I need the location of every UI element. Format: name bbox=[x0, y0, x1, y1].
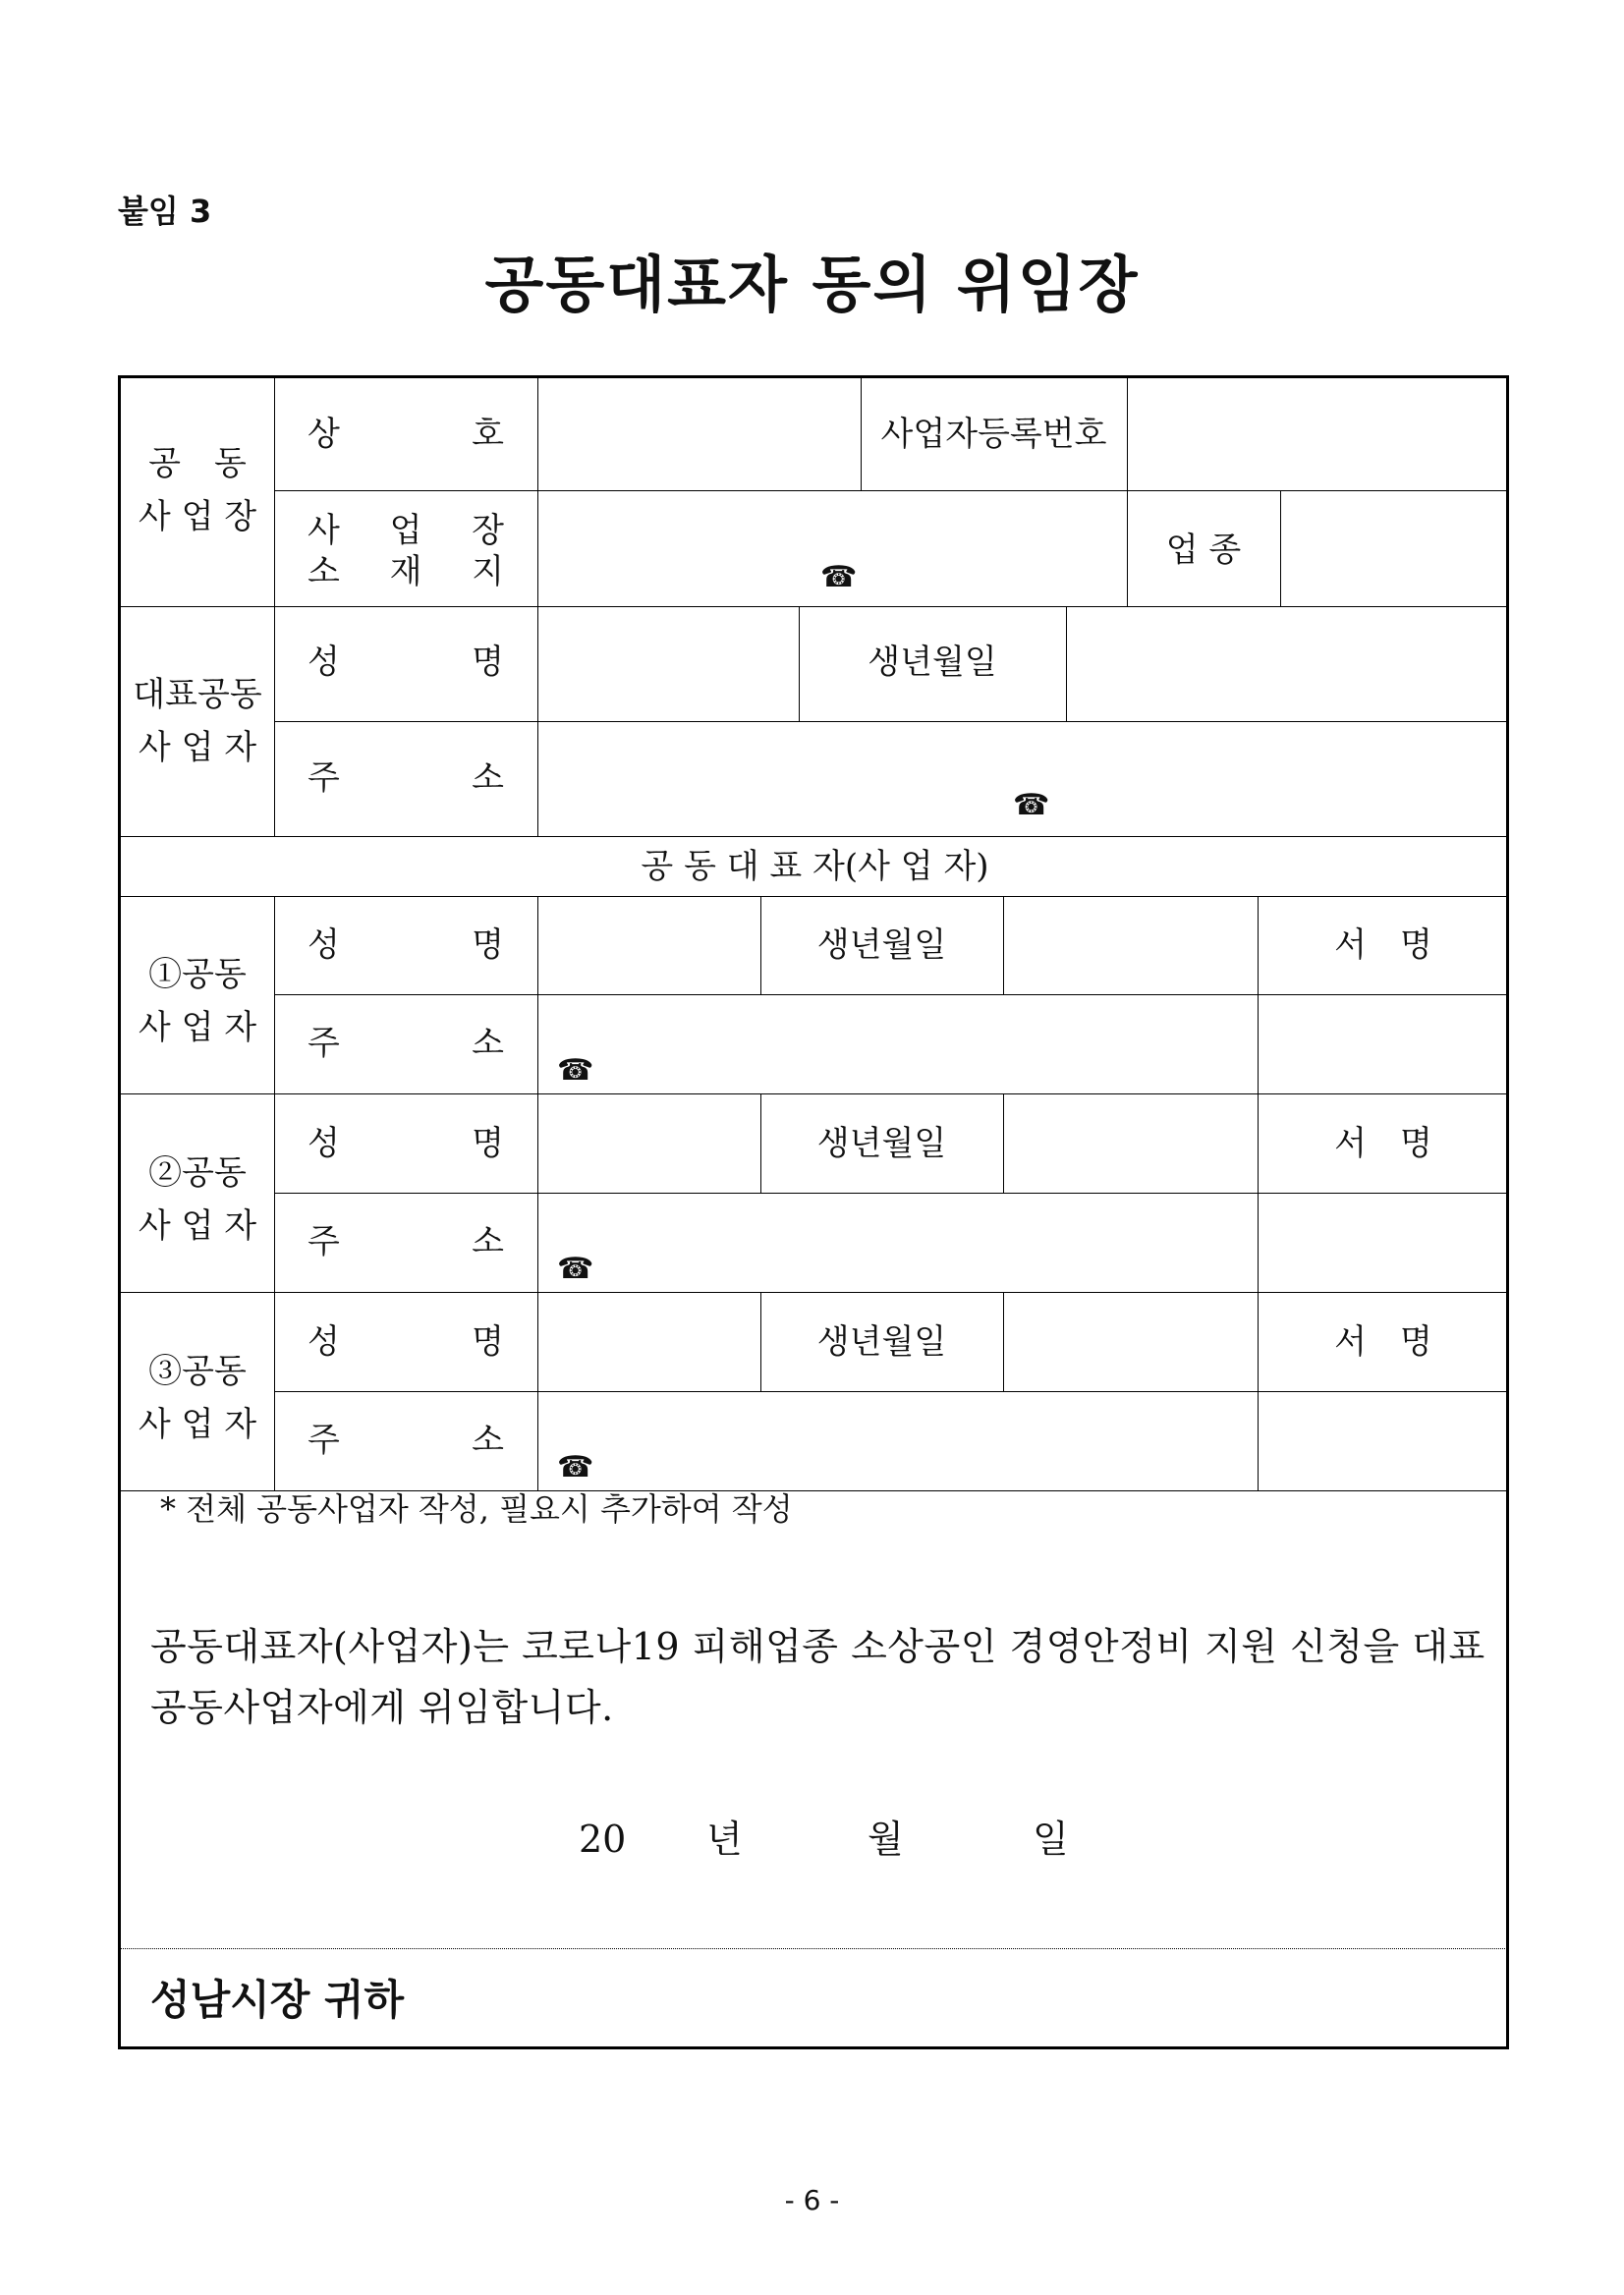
input-industry[interactable] bbox=[1282, 492, 1508, 605]
co-row-1-birth-input[interactable] bbox=[1005, 898, 1257, 993]
phone-icon: ☎ bbox=[557, 1252, 594, 1286]
consent-form bbox=[118, 375, 1509, 2049]
phone-icon: ☎ bbox=[557, 1053, 594, 1088]
date-year: 20 bbox=[579, 1818, 627, 1861]
phone-icon: ☎ bbox=[1013, 788, 1050, 822]
phone-icon: ☎ bbox=[820, 560, 858, 594]
co-row-3-birth-input[interactable] bbox=[1005, 1294, 1257, 1390]
input-rep-name[interactable] bbox=[539, 608, 798, 720]
co-row-2-address-input[interactable] bbox=[539, 1195, 1257, 1291]
co-row-2-sign-label: 서 명 bbox=[1334, 1124, 1432, 1163]
co-row-3-sign-label: 서 명 bbox=[1334, 1322, 1432, 1362]
co-row-2-name-label: 성 명 bbox=[308, 1124, 504, 1163]
co-row-3-label: ③공동 사 업 자 bbox=[138, 1352, 257, 1444]
label-biz-reg-no: 사업자등록번호 bbox=[880, 415, 1107, 454]
co-row-1-birth-label: 생년월일 bbox=[816, 925, 947, 965]
input-rep-birth[interactable] bbox=[1068, 608, 1508, 720]
date-day-label: 일 bbox=[1033, 1818, 1069, 1861]
co-row-2-birth-label: 생년월일 bbox=[816, 1124, 947, 1163]
co-row-3-name-label: 성 명 bbox=[308, 1322, 504, 1362]
label-location-1: 사 업 장 bbox=[308, 511, 504, 550]
co-row-1-name-label: 성 명 bbox=[308, 925, 504, 965]
page-title: 공동대표자 동의 위임장 bbox=[484, 249, 1140, 320]
phone-icon: ☎ bbox=[557, 1450, 594, 1484]
co-row-1-sign-label: 서 명 bbox=[1334, 925, 1432, 965]
co-representatives-header: 공 동 대 표 자(사 업 자) bbox=[641, 847, 989, 886]
co-row-3-address-label: 주 소 bbox=[308, 1421, 504, 1460]
addressee: 성남시장 귀하 bbox=[150, 1976, 405, 2024]
date-year-label: 년 bbox=[706, 1818, 743, 1861]
label-rep-birth: 생년월일 bbox=[868, 643, 997, 682]
label-rep-name: 성 명 bbox=[308, 643, 504, 682]
input-trade-name[interactable] bbox=[539, 380, 860, 489]
input-biz-reg-no[interactable] bbox=[1129, 380, 1508, 489]
date-month-label: 월 bbox=[868, 1818, 904, 1861]
co-row-3-birth-label: 생년월일 bbox=[816, 1322, 947, 1362]
statement-text: 공동대표자(사업자)는 코로나19 피해업종 소상공인 경영안정비 지원 신청을 대표공동사업자에게 위임합니다. bbox=[150, 1625, 1485, 1729]
label-industry: 업 종 bbox=[1165, 531, 1242, 570]
co-row-2-name-input[interactable] bbox=[539, 1095, 759, 1192]
label-trade-name: 상 호 bbox=[308, 415, 504, 454]
co-row-1-name-input[interactable] bbox=[539, 898, 759, 993]
co-row-1-label: ①공동 사 업 자 bbox=[138, 955, 257, 1047]
co-row-3-name-input[interactable] bbox=[539, 1294, 759, 1390]
label-location-2: 소 재 지 bbox=[308, 552, 504, 591]
co-row-2-birth-input[interactable] bbox=[1005, 1095, 1257, 1192]
co-row-3-address-input[interactable] bbox=[539, 1393, 1257, 1489]
co-row-1-address-label: 주 소 bbox=[308, 1024, 504, 1063]
section-label-representative: 대표공동 사 업 자 bbox=[133, 675, 262, 767]
page-number: - 6 - bbox=[784, 2184, 840, 2216]
label-rep-address: 주 소 bbox=[308, 758, 504, 798]
co-row-2-signature-box[interactable] bbox=[1260, 1195, 1508, 1291]
co-row-3-signature-box[interactable] bbox=[1260, 1393, 1508, 1489]
section-label-joint-workplace: 공 동 사 업 장 bbox=[138, 444, 257, 536]
co-row-1-address-input[interactable] bbox=[539, 996, 1257, 1092]
co-row-2-label: ②공동 사 업 자 bbox=[138, 1153, 257, 1246]
co-row-2-address-label: 주 소 bbox=[308, 1222, 504, 1261]
co-row-1-signature-box[interactable] bbox=[1260, 996, 1508, 1092]
note-text: * 전체 공동사업자 작성, 필요시 추가하여 작성 bbox=[160, 1490, 793, 1528]
attachment-label: 붙임 3 bbox=[118, 193, 212, 230]
